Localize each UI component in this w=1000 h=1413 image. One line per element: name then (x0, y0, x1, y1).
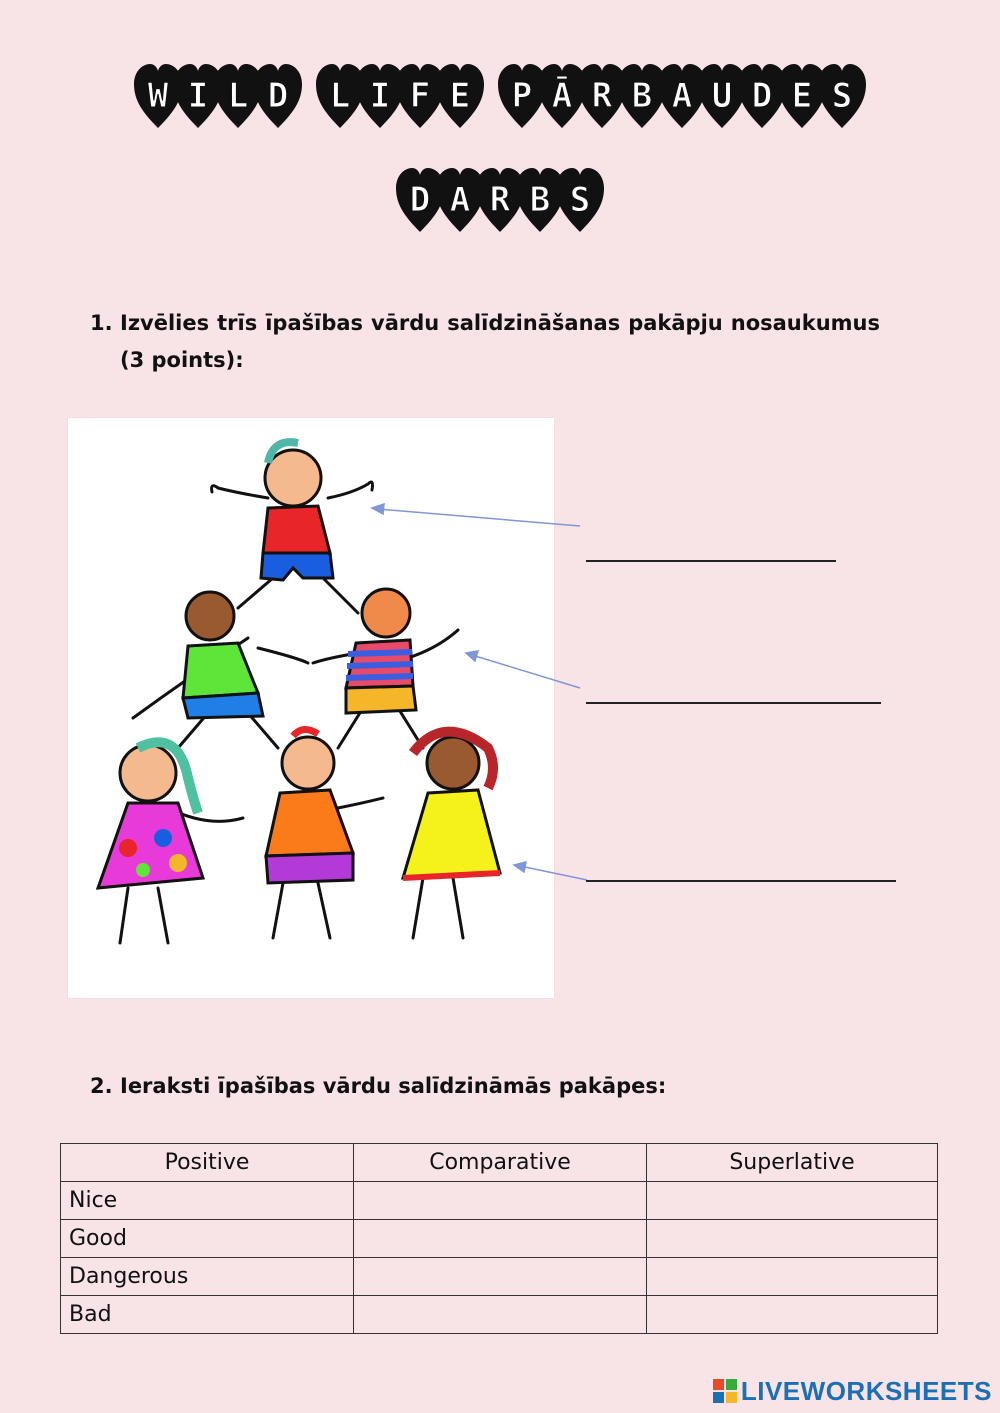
cell-positive: Good (61, 1220, 354, 1258)
cell-superlative-input[interactable] (647, 1296, 938, 1334)
cell-positive: Bad (61, 1296, 354, 1334)
children-pyramid-illustration (68, 418, 554, 998)
question-1-number: 1. (90, 311, 113, 335)
header-superlative: Superlative (647, 1144, 938, 1182)
title-heart-letter: F (396, 62, 444, 132)
title-heart-letter: P (498, 62, 546, 132)
cell-superlative-input[interactable] (647, 1182, 938, 1220)
brand-name: LIVEWORKSHEETS (740, 1375, 992, 1406)
cell-superlative-input[interactable] (647, 1220, 938, 1258)
question-2-number: 2. (90, 1074, 113, 1098)
title-heart-letter: I (174, 62, 222, 132)
liveworksheets-logo-icon (713, 1379, 737, 1403)
answer-line-2[interactable] (586, 702, 881, 704)
answer-line-1[interactable] (586, 560, 836, 562)
cell-positive: Dangerous (61, 1258, 354, 1296)
children-pyramid-drawing (68, 418, 554, 998)
title-heart-letter: R (578, 62, 626, 132)
title-heart-letter: E (778, 62, 826, 132)
table-row (61, 1220, 938, 1258)
cell-superlative-input[interactable] (647, 1258, 938, 1296)
title-heart-letter: S (818, 62, 866, 132)
title-heart-letter: L (214, 62, 262, 132)
cell-comparative-input[interactable] (354, 1258, 647, 1296)
cell-comparative-input[interactable] (354, 1220, 647, 1258)
title-heart-letter: B (618, 62, 666, 132)
title-line-2 (0, 166, 1000, 236)
answer-line-3[interactable] (586, 880, 896, 882)
table-row (61, 1258, 938, 1296)
title-heart-letter: E (436, 62, 484, 132)
question-2-text: Ieraksti īpašības vārdu salīdzināmās pakāpes: (120, 1074, 667, 1098)
header-comparative: Comparative (354, 1144, 647, 1182)
title-heart-letter: D (396, 166, 444, 236)
comparison-table (60, 1143, 938, 1334)
title-heart-letter: D (254, 62, 302, 132)
question-1-text: Izvēlies trīs īpašības vārdu salīdzināšanas pakāpju nosaukumus (3 points): (120, 311, 880, 372)
title-heart-letter: L (316, 62, 364, 132)
title-line-1 (0, 62, 1000, 132)
title-heart-letter: W (134, 62, 182, 132)
table-header-row (61, 1144, 938, 1182)
table-row (61, 1296, 938, 1334)
title-heart-letter: U (698, 62, 746, 132)
header-positive: Positive (61, 1144, 354, 1182)
title-heart-letter: D (738, 62, 786, 132)
title-heart-letter: S (556, 166, 604, 236)
title-heart-letter: A (436, 166, 484, 236)
title-heart-letter: I (356, 62, 404, 132)
table-row (61, 1182, 938, 1220)
cell-positive: Nice (61, 1182, 354, 1220)
title-heart-letter: R (476, 166, 524, 236)
title-heart-letter: Ā (538, 62, 586, 132)
liveworksheets-brand (713, 1376, 992, 1406)
title-heart-letter: A (658, 62, 706, 132)
cell-comparative-input[interactable] (354, 1182, 647, 1220)
title-heart-letter: B (516, 166, 564, 236)
cell-comparative-input[interactable] (354, 1296, 647, 1334)
